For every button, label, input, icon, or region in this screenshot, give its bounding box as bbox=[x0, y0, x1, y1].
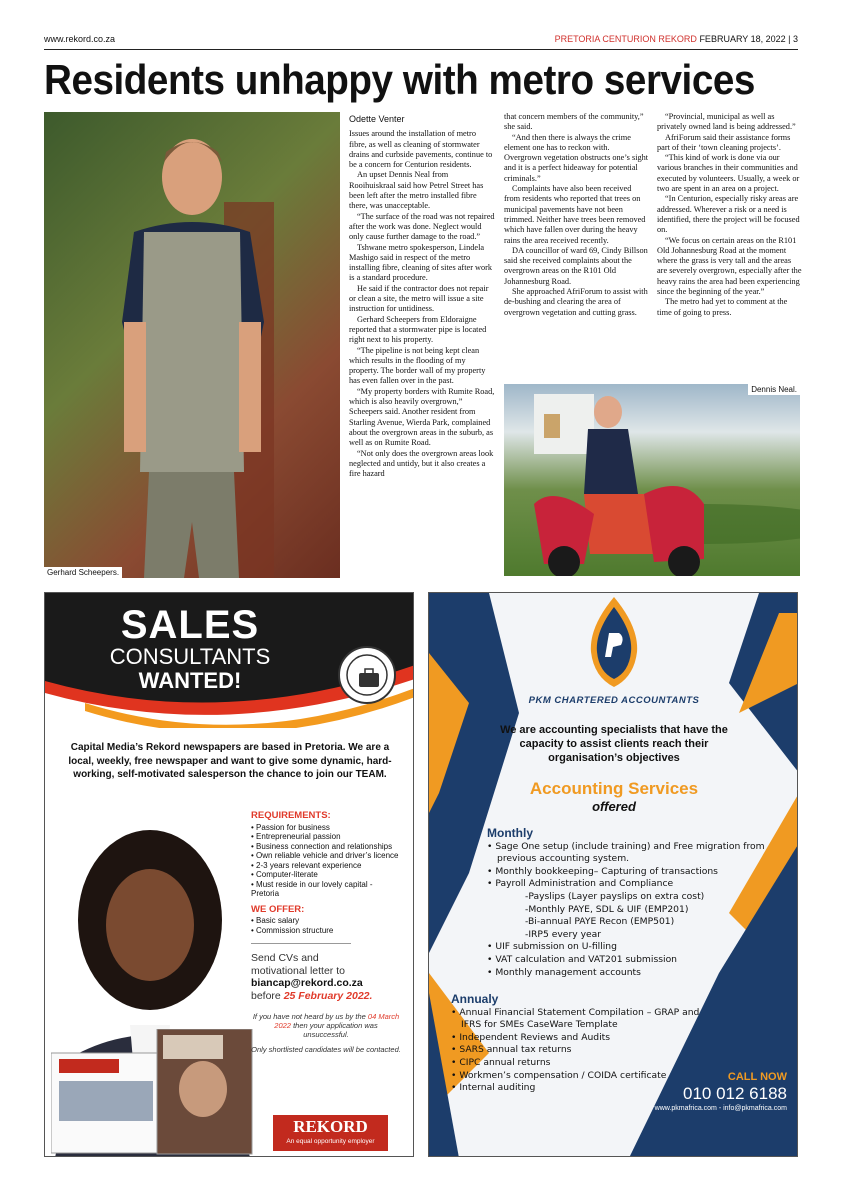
paragraph: Complaints have also been received from residents who reported that trees on municipal pavements have not been trimmed. Neither have trees been removed which have fallen over during the heavy rains the area received recently. bbox=[504, 184, 646, 245]
list-item: • Basic salary bbox=[251, 916, 401, 926]
paragraph: She approached AfriForum to assist with de-bushing and clearing the area of overgrown vegetation and cutting grass. bbox=[504, 287, 648, 317]
paragraph: “My property borders with Rumite Road, which is also heavily overgrown,” Scheepers said. Another resident from Starling Avenue, Wierda Park, complained about the overgrown areas in the suburb, as well as on Rumite Road. bbox=[349, 386, 495, 448]
website-url[interactable]: www.rekord.co.za bbox=[44, 34, 116, 44]
list-item: • Passion for business bbox=[251, 823, 401, 833]
list-item: • Sage One setup (include training) and Free migration from previous accounting system. bbox=[487, 841, 787, 866]
photo-dennis-neal bbox=[504, 384, 800, 576]
deadline: 25 February 2022. bbox=[283, 989, 373, 1002]
man-figure bbox=[104, 122, 274, 578]
paragraph: “The pipeline is not being kept clean which results in the flooding of my property. The border wall of my property has even fallen over in the past. bbox=[349, 345, 486, 386]
notice-text bbox=[251, 1012, 401, 1039]
article-headline: Residents unhappy with metro services bbox=[44, 56, 755, 103]
ad-banner bbox=[45, 593, 414, 728]
list-item: • Computer-literate bbox=[251, 870, 401, 880]
page-header bbox=[44, 30, 798, 46]
sales-title-line3: WANTED! bbox=[138, 668, 242, 693]
header-divider bbox=[44, 49, 798, 50]
list-item: • Monthly bookkeeping– Capturing of transactions bbox=[487, 866, 787, 879]
article-column-2 bbox=[504, 112, 649, 318]
list-item: • 2-3 years relevant experience bbox=[251, 861, 401, 871]
requirements-title: REQUIREMENTS: bbox=[251, 810, 331, 821]
paragraph: He said if the contractor does not repair or clean a site, the metro will issue a site instruction for untidiness. bbox=[349, 283, 489, 314]
email-link[interactable]: biancap@rekord.co.za bbox=[251, 977, 363, 989]
paragraph: Issues around the installation of metro fibre, as well as cleaning of stormwater drains and curbside pavements, continue to be a concern for Centurion residents. bbox=[349, 129, 493, 170]
publication-name: PRETORIA CENTURION REKORD bbox=[554, 34, 697, 44]
call-now-label: CALL NOW bbox=[727, 1071, 787, 1083]
newspapers-image bbox=[51, 1029, 256, 1157]
send-line1: Send CVs and bbox=[251, 952, 319, 964]
paragraph: An upset Dennis Neal from Rooihuiskraal said how Petrel Street has been left after the metro installed fibre there, was unacceptable. bbox=[349, 170, 484, 211]
photo2-caption: Dennis Neal. bbox=[748, 384, 800, 395]
services-title: Accounting Services bbox=[529, 779, 699, 798]
paragraph: “This kind of work is done via our various branches in their communities and executed by volunteers. Usually, a week or two are spent in an area on a project. bbox=[657, 153, 800, 194]
notice-part1: If you have not heard by us by the bbox=[252, 1012, 366, 1021]
requirements-section bbox=[251, 811, 401, 1054]
firm-tagline: We are accounting specialists that have the capacity to assist clients reach their organisation’s objectives bbox=[500, 724, 728, 764]
list-item: -Monthly PAYE, SDL & UIF (EMP201) bbox=[525, 903, 689, 915]
paragraph: “We focus on certain areas on the R101 Old Johannesburg Road at the moment where the grass is very tall and the areas are severely overgrown, especially after the heavy rains the area had been experiencing since the beginning of the year.” bbox=[657, 235, 802, 297]
photo-gerhard-scheepers bbox=[44, 112, 340, 578]
list-item: • Entrepreneurial passion bbox=[251, 832, 401, 842]
paragraph: AfriForum said their assistance forms part of their ‘town cleaning projects’. bbox=[657, 132, 791, 152]
notice-part2: then your application was unsuccessful. bbox=[293, 1021, 378, 1039]
date-page: FEBRUARY 18, 2022 | 3 bbox=[699, 34, 798, 44]
monthly-title: Monthly bbox=[487, 826, 533, 840]
rekord-logo bbox=[273, 1115, 388, 1151]
list-item: • Monthly management accounts bbox=[487, 967, 787, 980]
shortlist-note: Only shortlisted candidates will be contacted. bbox=[251, 1045, 401, 1054]
briefcase-icon bbox=[335, 643, 399, 707]
list-item: • Independent Reviews and Audits bbox=[451, 1032, 711, 1045]
paragraph: DA councillor of ward 69, Cindy Billson said she received complaints about the overgrown areas on the R101 Old Johannesburg Road. bbox=[504, 245, 648, 286]
paragraph: “Not only does the overgrown areas look neglected and untidy, but it also creates a fire hazard bbox=[349, 448, 494, 479]
send-line2: motivational letter to bbox=[251, 964, 345, 977]
contact-details[interactable]: www.pkmafrica.com - info@pkmafrica.com bbox=[654, 1105, 787, 1112]
list-item: • VAT calculation and VAT201 submission bbox=[487, 954, 787, 967]
paragraph: Gerhard Scheepers from Eldoraigne reported that a stormwater pipe is located right next to his property. bbox=[349, 314, 487, 345]
list-item: -Payslips (Layer payslips on extra cost) bbox=[525, 890, 705, 902]
sales-consultants-ad bbox=[44, 592, 414, 1157]
paragraph: “Provincial, municipal as well as privately owned land is being addressed.” bbox=[657, 112, 796, 132]
list-item: • Must reside in our lovely capital - Pretoria bbox=[251, 880, 401, 899]
article-column-3 bbox=[657, 112, 802, 318]
list-item: • Annual Financial Statement Compilation – GRAP and IFRS for SMEs CaseWare Template bbox=[451, 1007, 711, 1032]
paragraph: that concern members of the community,” she said. bbox=[504, 112, 644, 132]
logo-sub: An equal opportunity employer bbox=[286, 1138, 375, 1145]
requirements-list bbox=[251, 823, 401, 899]
divider bbox=[251, 943, 351, 944]
pkm-accountants-ad bbox=[428, 592, 798, 1157]
send-cv-text bbox=[251, 952, 401, 1002]
monthly-services bbox=[487, 827, 787, 979]
firm-name: PKM CHARTERED ACCOUNTANTS bbox=[528, 695, 700, 706]
sales-title-line2: CONSULTANTS bbox=[109, 644, 271, 669]
list-item: • SARS annual tax returns bbox=[451, 1044, 711, 1057]
ad-intro: Capital Media’s Rekord newspapers are based in Pretoria. We are a local, weekly, free newspaper and want to give some dynamic, hard-working, self-motivated salesperson the chance to join our TEAM. bbox=[68, 742, 392, 780]
list-item: • Payroll Administration and Compliance bbox=[487, 878, 787, 891]
list-item: -IRP5 every year bbox=[525, 928, 602, 940]
paragraph: “In Centurion, especially risky areas are addressed. Wherever a risk or a need is identified, there the project will be focused on. bbox=[657, 194, 800, 235]
paragraph: “And then there is always the crime element one has to reckon with. Overgrown vegetation obstructs one’s sight and it is a perfect hideaway for potential criminals.” bbox=[504, 132, 649, 183]
photo1-caption: Gerhard Scheepers. bbox=[44, 567, 122, 578]
paragraph: Tshwane metro spokesperson, Lindela Mashigo said in respect of the metro installing fibre, cleaning of sites after work is a standard procedure. bbox=[349, 242, 493, 283]
call-now-block bbox=[655, 1071, 787, 1112]
list-item: • Business connection and relationships bbox=[251, 842, 401, 852]
publication-info bbox=[555, 34, 798, 44]
before-text: before bbox=[251, 989, 281, 1002]
paragraph: The metro had yet to comment at the time of going to press. bbox=[657, 297, 788, 317]
phone-number[interactable]: 010 012 6188 bbox=[683, 1084, 787, 1103]
pkm-logo-icon bbox=[589, 597, 639, 687]
paragraph: “The surface of the road was not repaired after the work was done. Neglect would only cause further damage to the road.” bbox=[349, 211, 495, 242]
list-item: • Workmen’s compensation / COIDA certificate bbox=[451, 1070, 711, 1083]
sales-title bbox=[105, 605, 275, 693]
notice-date: 04 March 2022 bbox=[274, 1012, 400, 1030]
offer-list bbox=[251, 916, 401, 935]
annual-title: Annualy bbox=[451, 992, 499, 1006]
scooter-scene bbox=[504, 384, 800, 576]
monthly-list bbox=[487, 841, 787, 980]
list-item: -Bi-annual PAYE Recon (EMP501) bbox=[525, 916, 675, 928]
list-item: • Commission structure bbox=[251, 926, 401, 936]
byline: Odette Venter bbox=[349, 114, 405, 124]
list-item: • Internal auditing bbox=[451, 1082, 711, 1095]
sales-title-line1: SALES bbox=[120, 603, 260, 647]
list-item: • Own reliable vehicle and driver’s licence bbox=[251, 851, 401, 861]
services-subtitle: offered bbox=[592, 799, 636, 814]
list-item: • CIPC annual returns bbox=[451, 1057, 711, 1070]
offer-title: WE OFFER: bbox=[251, 903, 305, 915]
logo-name: REKORD bbox=[293, 1117, 368, 1136]
article-column-1 bbox=[349, 114, 495, 479]
list-item: • UIF submission on U-filling bbox=[487, 941, 787, 954]
